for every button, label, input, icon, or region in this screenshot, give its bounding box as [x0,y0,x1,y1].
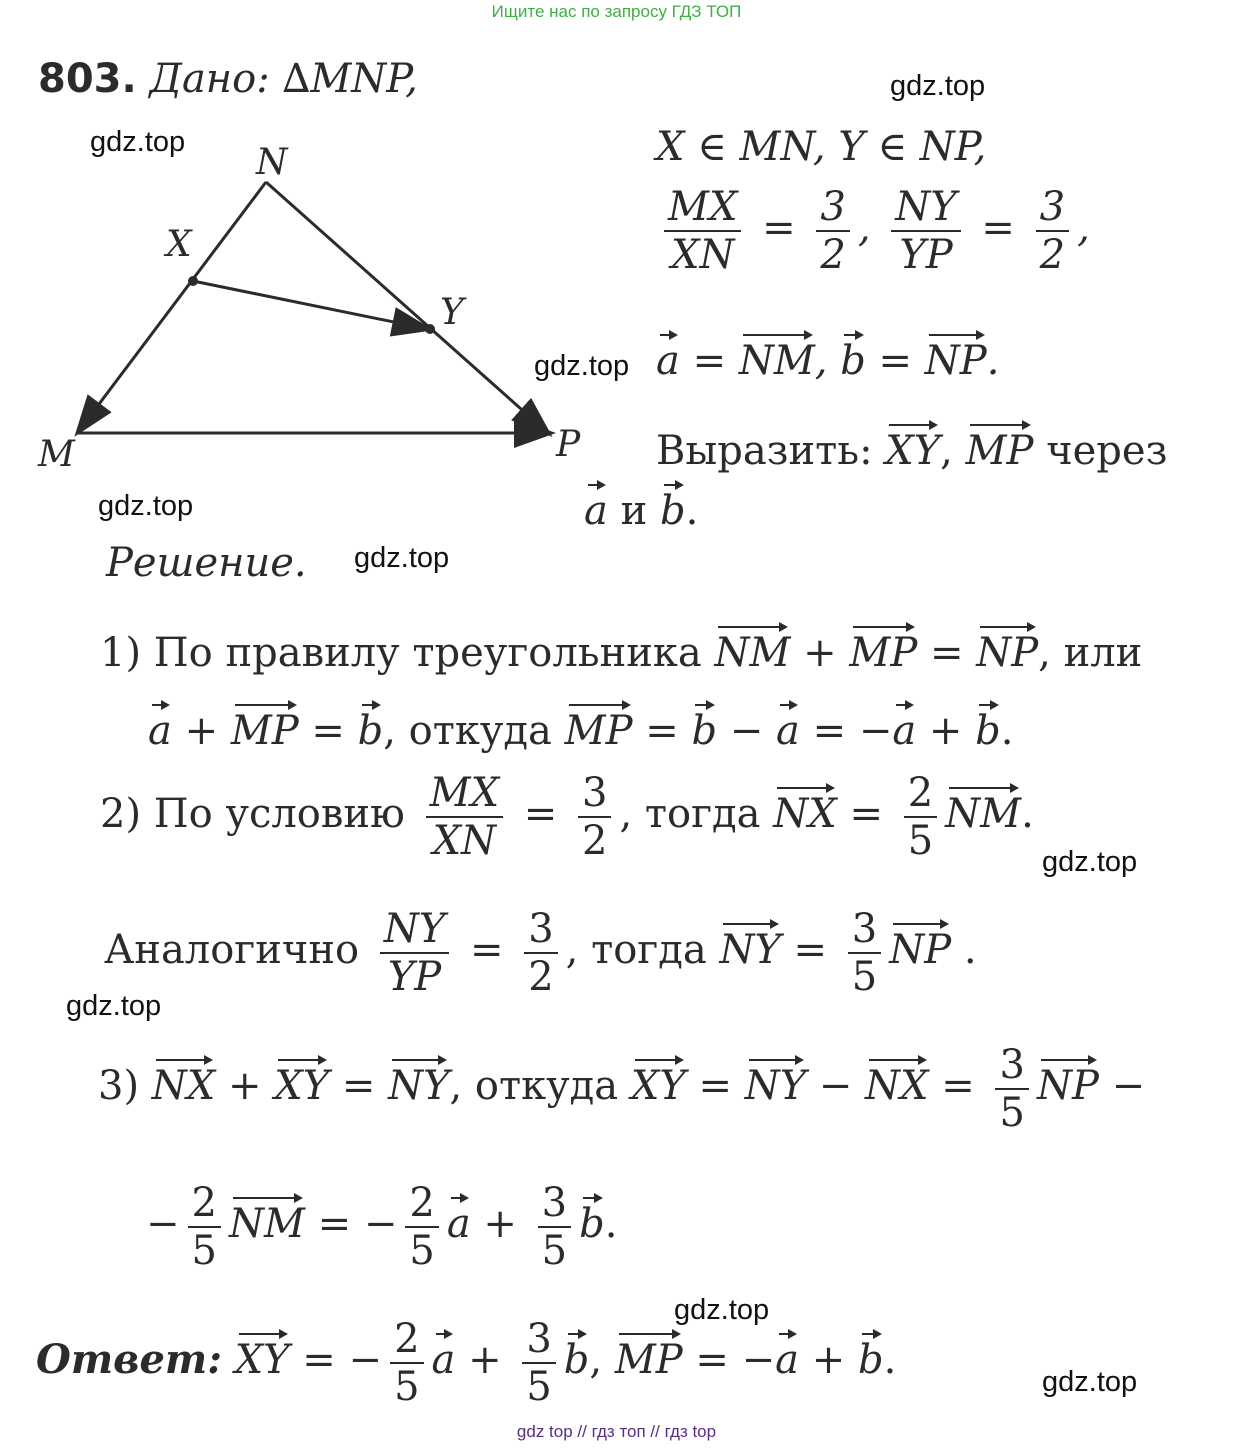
watermark: gdz.top [674,1294,770,1326]
watermark: gdz.top [98,490,194,522]
solution-title: Решение. [106,540,307,586]
top-banner: Ищите нас по запросу ГДЗ ТОП [491,2,742,21]
watermark: gdz.top [890,70,986,102]
label-Y: Y [440,292,464,333]
problem-header [38,56,418,102]
triangle-name: ∆MNP, [282,56,418,102]
watermark: gdz.top [90,126,186,158]
given-cond1: X ∈ MN, Y ∈ NP, [656,124,987,170]
given-vectors: a = NM, b = NP. [656,338,1000,384]
express-line: Выразить: XY, MP через [656,428,1168,474]
step1-line1: 1) По правилу треугольника NM + MP = NP, или [100,630,1143,676]
express-line2: a и b. [584,488,699,534]
step3-line2: − $\frac{2}{5}$ NM = − $\frac{2}{5}$ a + $\frac{3}{5}$ b. [146,1180,618,1274]
watermark: gdz.top [66,990,162,1022]
side-NM [78,182,266,432]
watermark: gdz.top [1042,1366,1138,1398]
segment-XY [193,281,428,329]
watermark: gdz.top [534,350,630,382]
label-P: P [556,424,581,465]
given-label: Дано: [149,56,270,102]
answer-line: Ответ: XY = − $\frac{2}{5}$ a + $\frac{3}{5}$ b, MP = −a + b. [36,1316,897,1410]
label-M: M [38,434,75,475]
triangle-figure [30,140,610,480]
given-ratios: $\frac{MX}{XN}$ = $\frac{3}{2}$ , $\frac{NY}{YP}$ = $\frac{3}{2}$ , [656,184,1090,278]
step3-line1: 3) NX + XY = NY, откуда XY = NY − NX = $\frac{3}{5}$ NP − [98,1042,1146,1136]
side-NP [266,182,548,433]
point-Y [425,324,435,334]
point-X [188,276,198,286]
label-N: N [256,142,288,183]
step2-line2: Аналогично $\frac{NY}{YP}$ = $\frac{3}{2}$ , тогда NY = $\frac{3}{5}$ NP . [104,906,977,1000]
bottom-links[interactable]: gdz top // гдз топ // гдз top [516,1422,717,1441]
watermark: gdz.top [354,542,450,574]
label-X: X [166,224,192,265]
step2-line1: 2) По условию $\frac{MX}{XN}$ = $\frac{3}{2}$ , тогда NX = $\frac{2}{5}$ NM. [100,770,1034,864]
watermark: gdz.top [1042,846,1138,878]
step1-line2: a + MP = b, откуда MP = b − a = −a + b. [148,708,1014,754]
problem-number: 803. [38,56,137,102]
